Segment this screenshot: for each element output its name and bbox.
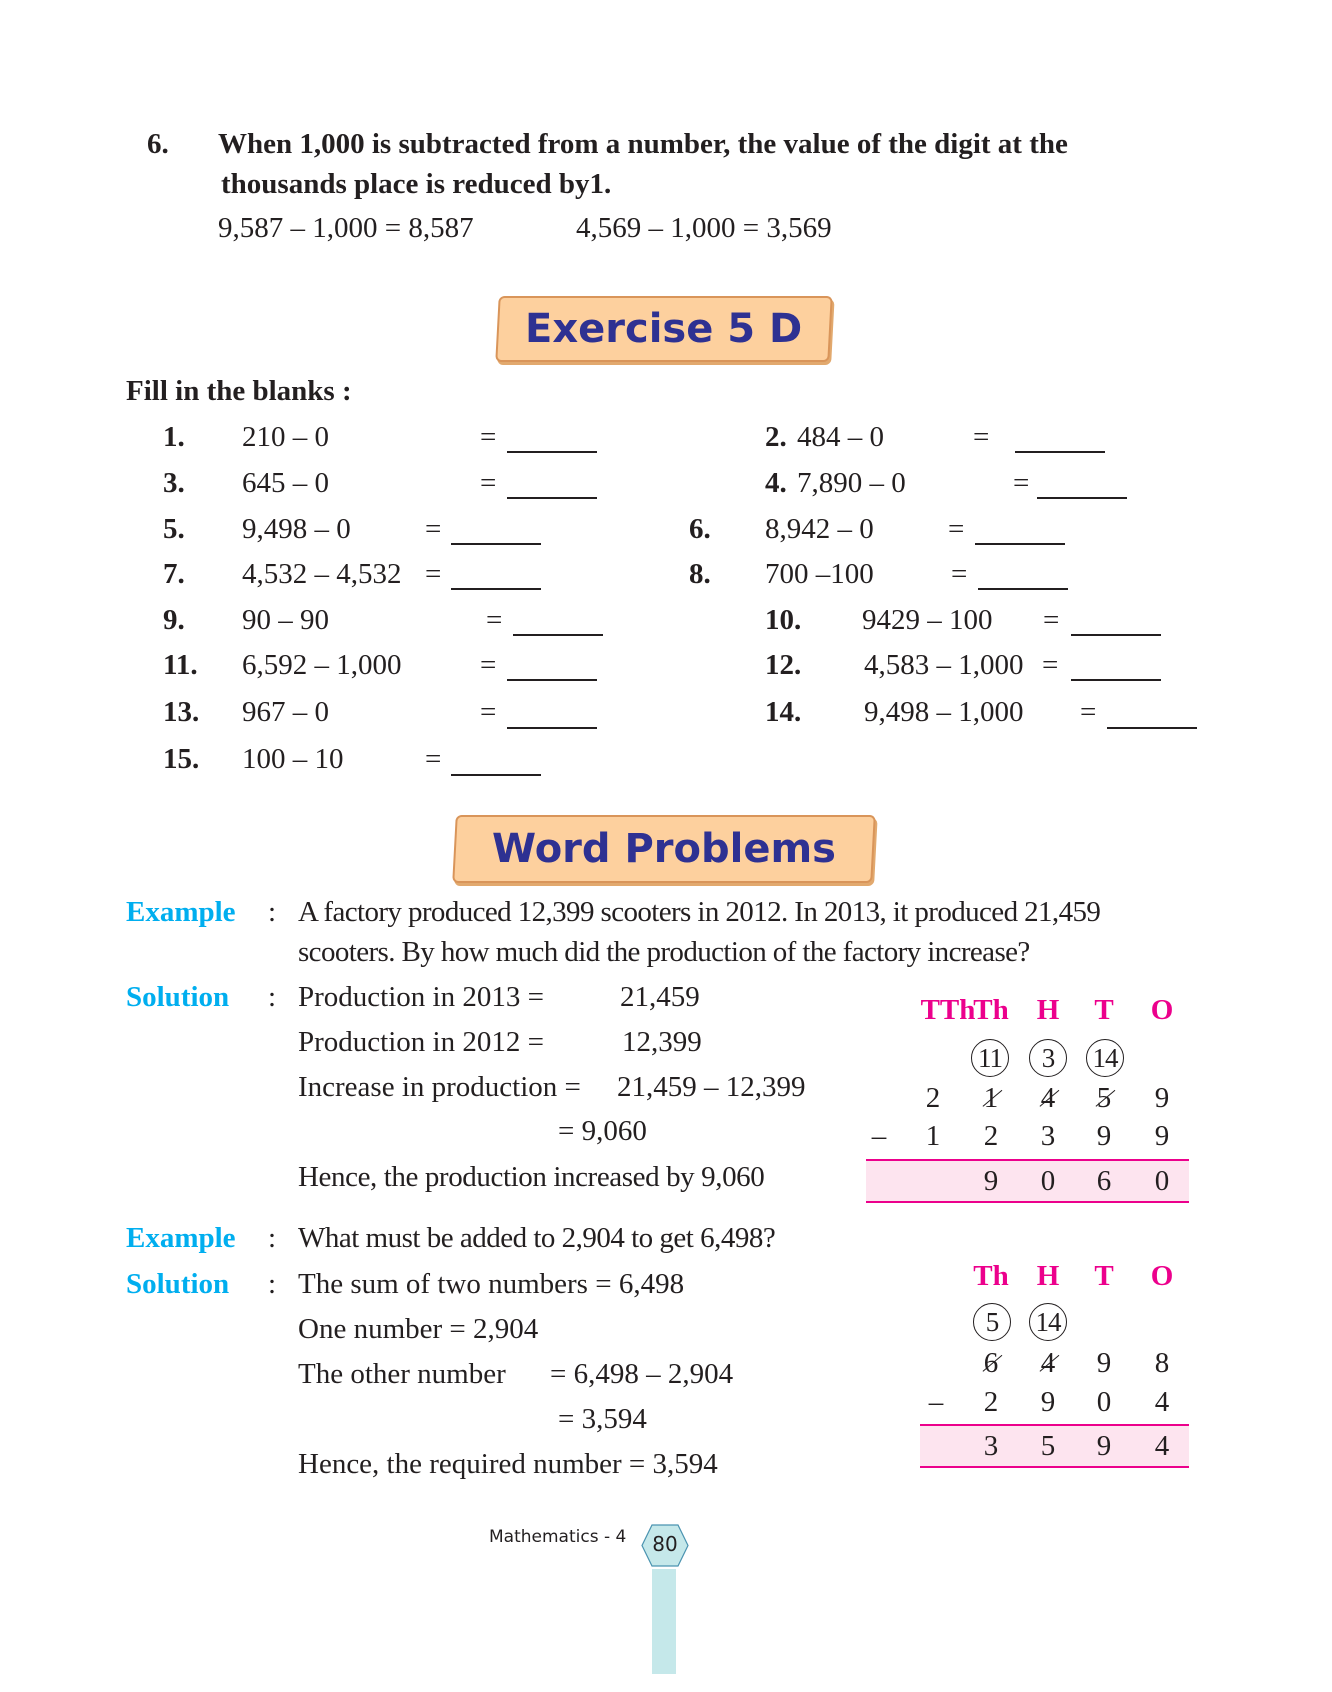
equals-sign: =: [425, 513, 442, 545]
item-expression: 90 – 90: [242, 604, 329, 636]
digit: 2: [925, 1082, 941, 1114]
minus-sign: –: [871, 1120, 887, 1152]
borrow-circle: 3: [1029, 1039, 1067, 1077]
answer-blank[interactable]: [1071, 679, 1161, 681]
result-digit: 0: [1154, 1165, 1170, 1197]
equals-sign: =: [480, 467, 497, 499]
column-header: Th: [973, 1260, 1009, 1292]
result-digit: 3: [983, 1430, 999, 1462]
item-number: 1.: [163, 421, 185, 453]
answer-blank[interactable]: [1037, 497, 1127, 499]
word-problems-title: Word Problems: [492, 826, 836, 872]
digit: 0: [1096, 1386, 1112, 1418]
digit: 3: [1040, 1120, 1056, 1152]
answer-blank[interactable]: [978, 588, 1068, 590]
digit: 1: [925, 1120, 941, 1152]
digit: 9: [1154, 1082, 1170, 1114]
question-line1: A factory produced 12,399 scooters in 2012. In 2013, it produced 21,459: [298, 896, 1101, 928]
solution-line: One number = 2,904: [298, 1313, 539, 1345]
answer-blank[interactable]: [1015, 451, 1105, 453]
equals-sign: =: [425, 558, 442, 590]
result-digit: 9: [983, 1165, 999, 1197]
digit: 2: [983, 1386, 999, 1418]
item-number: 4.: [765, 467, 787, 499]
answer-blank[interactable]: [451, 588, 541, 590]
equals-sign: =: [1043, 604, 1060, 636]
word-problems-banner: [452, 815, 876, 883]
digit: 9: [1096, 1120, 1112, 1152]
column-header: T: [1094, 994, 1114, 1026]
result-digit: 4: [1154, 1430, 1170, 1462]
result-digit: 5: [1040, 1430, 1056, 1462]
item-expression: 645 – 0: [242, 467, 329, 499]
solution-value: 21,459 – 12,399: [617, 1071, 806, 1103]
solution-line: Production in 2012 =: [298, 1026, 544, 1058]
point-text-line1: When 1,000 is subtracted from a number, the value of the digit at the: [218, 128, 1068, 160]
item-number: 11.: [163, 649, 198, 681]
colon: :: [268, 981, 277, 1013]
exercise-title: Exercise 5 D: [525, 306, 803, 352]
colon: :: [268, 1268, 277, 1300]
equals-sign: =: [425, 743, 442, 775]
borrow-circle: 14: [1029, 1303, 1067, 1341]
exercise-banner: [495, 296, 832, 362]
item-expression: 967 – 0: [242, 696, 329, 728]
column-header: TTh: [920, 994, 976, 1026]
struck-digit: 4: [1040, 1082, 1056, 1114]
column-header: Th: [973, 994, 1009, 1026]
solution-value: 12,399: [622, 1026, 702, 1058]
digit: 4: [1154, 1386, 1170, 1418]
item-number: 8.: [689, 558, 711, 590]
book-title: Mathematics - 4: [489, 1527, 627, 1547]
item-number: 3.: [163, 467, 185, 499]
item-number: 7.: [163, 558, 185, 590]
solution-label: Solution: [126, 1268, 230, 1300]
equals-sign: =: [480, 649, 497, 681]
result-digit: 0: [1040, 1165, 1056, 1197]
answer-blank[interactable]: [451, 543, 541, 545]
item-expression: 9429 – 100: [862, 604, 993, 636]
equals-sign: =: [1042, 649, 1059, 681]
struck-digit: 5: [1096, 1082, 1112, 1114]
answer-blank[interactable]: [975, 543, 1065, 545]
solution-line: Production in 2013 =: [298, 981, 544, 1013]
solution-value: 21,459: [620, 981, 700, 1013]
item-expression: 700 –100: [765, 558, 874, 590]
item-expression: 7,890 – 0: [797, 467, 906, 499]
equals-sign: =: [1080, 696, 1097, 728]
example-equation-1: 9,587 – 1,000 = 8,587: [218, 212, 474, 244]
example-label: Example: [126, 896, 236, 928]
equals-sign: =: [480, 421, 497, 453]
column-header: H: [1036, 994, 1060, 1026]
item-expression: 4,583 – 1,000: [864, 649, 1024, 681]
column-header: H: [1036, 1260, 1060, 1292]
result-digit: 9: [1096, 1430, 1112, 1462]
equals-sign: =: [948, 513, 965, 545]
item-number: 15.: [163, 743, 200, 775]
footer-tab-bar: [652, 1569, 676, 1674]
item-number: 9.: [163, 604, 185, 636]
column-header: O: [1150, 1260, 1174, 1292]
solution-conclusion: Hence, the required number = 3,594: [298, 1448, 718, 1480]
equals-sign: =: [951, 558, 968, 590]
answer-blank[interactable]: [507, 497, 597, 499]
digit: 8: [1154, 1347, 1170, 1379]
answer-blank[interactable]: [507, 727, 597, 729]
item-number: 10.: [765, 604, 802, 636]
colon: :: [268, 1222, 277, 1254]
point-text-line2: thousands place is reduced by1.: [221, 168, 612, 200]
item-expression: 4,532 – 4,532: [242, 558, 402, 590]
question-line2: scooters. By how much did the production of the factory increase?: [298, 936, 1030, 968]
result-digit: 6: [1096, 1165, 1112, 1197]
solution-conclusion: Hence, the production increased by 9,060: [298, 1161, 765, 1193]
solution-value: = 6,498 – 2,904: [550, 1358, 734, 1390]
solution-result: = 9,060: [558, 1115, 647, 1147]
example-equation-2: 4,569 – 1,000 = 3,569: [576, 212, 832, 244]
digit: 9: [1040, 1386, 1056, 1418]
example-label: Example: [126, 1222, 236, 1254]
answer-blank[interactable]: [451, 774, 541, 776]
item-number: 5.: [163, 513, 185, 545]
item-number: 2.: [765, 421, 787, 453]
minus-sign: –: [928, 1386, 944, 1418]
borrow-circle: 11: [971, 1039, 1009, 1077]
equals-sign: =: [486, 604, 503, 636]
solution-line: Increase in production =: [298, 1071, 581, 1103]
page-number: 80: [652, 1532, 678, 1556]
borrow-circle: 5: [973, 1303, 1011, 1341]
item-number: 12.: [765, 649, 802, 681]
digit: 2: [983, 1120, 999, 1152]
answer-blank[interactable]: [1107, 727, 1197, 729]
answer-blank[interactable]: [507, 679, 597, 681]
item-expression: 9,498 – 1,000: [864, 696, 1024, 728]
item-expression: 210 – 0: [242, 421, 329, 453]
colon: :: [268, 896, 277, 928]
instruction: Fill in the blanks :: [126, 375, 352, 407]
digit: 9: [1096, 1347, 1112, 1379]
question-line1: What must be added to 2,904 to get 6,498?: [298, 1222, 776, 1254]
item-expression: 6,592 – 1,000: [242, 649, 402, 681]
solution-label: Solution: [126, 981, 230, 1013]
item-expression: 100 – 10: [242, 743, 344, 775]
column-header: T: [1094, 1260, 1114, 1292]
solution-result: = 3,594: [558, 1403, 647, 1435]
answer-blank[interactable]: [1071, 634, 1161, 636]
digit: 9: [1154, 1120, 1170, 1152]
struck-digit: 1: [983, 1082, 999, 1114]
solution-line: The sum of two numbers = 6,498: [298, 1268, 685, 1300]
struck-digit: 4: [1040, 1347, 1056, 1379]
item-number: 6.: [689, 513, 711, 545]
equals-sign: =: [1013, 467, 1030, 499]
struck-digit: 6: [983, 1347, 999, 1379]
item-expression: 9,498 – 0: [242, 513, 351, 545]
item-expression: 484 – 0: [797, 421, 884, 453]
point-number: 6.: [147, 128, 169, 160]
answer-blank[interactable]: [507, 451, 597, 453]
item-number: 14.: [765, 696, 802, 728]
item-number: 13.: [163, 696, 200, 728]
equals-sign: =: [480, 696, 497, 728]
item-expression: 8,942 – 0: [765, 513, 874, 545]
answer-blank[interactable]: [513, 634, 603, 636]
column-header: O: [1150, 994, 1174, 1026]
borrow-circle: 14: [1086, 1039, 1124, 1077]
equals-sign: =: [973, 421, 990, 453]
solution-line: The other number: [298, 1358, 506, 1390]
